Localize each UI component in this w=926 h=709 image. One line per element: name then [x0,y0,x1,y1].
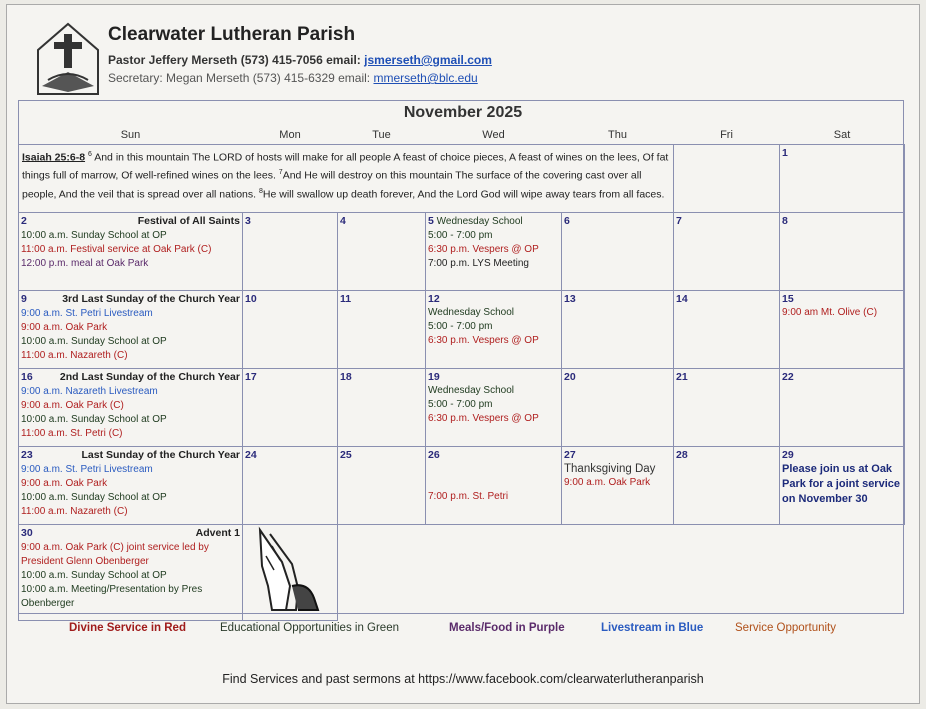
secretary-line: Secretary: Megan Merseth (573) 415-6329 email: [108,71,371,85]
event-line: 9:00 a.m. Nazareth Livestream [21,385,158,397]
event-line: Wednesday School [428,306,514,318]
day-cell-empty [674,144,780,212]
day-number: 1 [782,146,788,159]
legend-meals: Meals/Food in Purple [449,622,565,634]
week-row-4 [19,368,905,446]
week-row-1 [19,144,905,212]
day-number: 7 [676,214,682,227]
event-line: 10:00 a.m. Sunday School at OP [21,335,167,347]
event-line: 12:00 p.m. meal at Oak Park [21,257,149,269]
event-line: 10:00 a.m. Sunday School at OP [21,569,167,581]
day-title: Festival of All Saints [137,214,240,227]
pastor-contact [108,53,492,67]
event-line: 6:30 p.m. Vespers @ OP [428,334,539,346]
weekday-fri: Fri [674,126,780,144]
verse-text: And in this mountain The LORD of hosts will make for all people A feast of choice pieces, A feast of wines on the lees, Of fat things full of marrow, Of well-refined wines on the lees. [22,151,669,182]
verse-number: 6 [87,150,92,158]
event-line: 6:30 p.m. Vespers @ OP [428,243,539,255]
event-line: 9:00 a.m. Oak Park (C) joint service led by President Glenn Obenberger [21,541,209,567]
event-line: 11:00 a.m. St. Petri (C) [21,427,123,439]
secretary-contact [108,71,478,85]
day-cell-24 [243,446,338,524]
day-cell-2 [19,212,243,290]
blank-area [338,524,905,620]
legend-service-opportunity: Service Opportunity [735,622,836,634]
day-number: 26 [428,448,440,461]
day-number: 23 [21,448,33,461]
event-line: 9:00 a.m. St. Petri Livestream [21,463,153,475]
pastor-line: Pastor Jeffery Merseth (573) 415-7056 email: [108,53,361,67]
day-number: 21 [676,370,688,383]
day-cell-5 [426,212,562,290]
day-number: 3 [245,214,251,227]
day-cell-19 [426,368,562,446]
verse-number: 8 [258,187,263,195]
legend-divine-service: Divine Service in Red [69,622,186,634]
day-number: 29 [782,448,794,461]
event-line: 9:00 a.m. Oak Park [21,477,108,489]
day-cell-6 [562,212,674,290]
day-number: 12 [428,292,440,305]
secretary-email-link[interactable]: mmerseth@blc.edu [373,71,478,85]
day-number: 24 [245,448,257,461]
day-number: 6 [564,214,570,227]
day-number: 18 [340,370,352,383]
day-cell-8 [780,212,905,290]
parish-header [34,16,674,98]
pastor-email-link[interactable]: jsmerseth@gmail.com [364,53,492,67]
day-number: 22 [782,370,794,383]
legend-livestream: Livestream in Blue [601,622,704,634]
church-logo-icon [34,20,102,96]
day-cell-26 [426,446,562,524]
event-line: Wednesday School [428,384,514,396]
week-row-6 [19,524,905,620]
day-cell-11 [338,290,426,368]
legend-educational: Educational Opportunities in Green [220,622,399,634]
event-line: 9:00 a.m. Oak Park [21,321,108,333]
event-line: 5:00 - 7:00 pm [428,229,493,241]
event-line: 11:00 a.m. Nazareth (C) [21,349,128,361]
weekday-wed: Wed [426,126,562,144]
day-number: 28 [676,448,688,461]
parish-name: Clearwater Lutheran Parish [108,24,356,45]
weekday-mon: Mon [243,126,338,144]
weekday-header-row [19,126,905,144]
day-number: 5 [428,214,434,227]
day-number: 4 [340,214,346,227]
event-line: 10:00 a.m. Sunday School at OP [21,413,167,425]
day-title: Wednesday School [436,215,523,227]
footer-link-text[interactable]: Find Services and past sermons at https://www.facebook.com/clearwaterlutheranparish [222,672,704,686]
day-cell-21 [674,368,780,446]
day-cell-27 [562,446,674,524]
day-cell-1 [780,144,905,212]
day-cell-23 [19,446,243,524]
day-number: 10 [245,292,257,305]
day-title: 3rd Last Sunday of the Church Year [62,292,240,305]
event-line: 6:30 p.m. Vespers @ OP [428,412,539,424]
day-number: 13 [564,292,576,305]
month-title: November 2025 [403,104,523,121]
day-number: 16 [21,370,33,383]
event-line: 9:00 a.m. St. Petri Livestream [21,307,153,319]
event-line: 7:00 p.m. LYS Meeting [428,257,529,269]
day-number: 14 [676,292,688,305]
event-line: 11:00 a.m. Festival service at Oak Park (C) [21,243,212,255]
calendar-grid [18,126,905,621]
day-number: 2 [21,214,27,227]
scripture-cell [19,144,674,212]
event-line: 10:00 a.m. Sunday School at OP [21,229,167,241]
weekday-sun: Sun [19,126,243,144]
joint-service-note: Please join us at Oak Park for a joint service on November 30 [782,462,900,505]
day-title: Thanksgiving Day [564,462,656,475]
verse-text: And He will destroy on this mountain The surface of the covering cast over all people, And the veil that is spread over all nations. [22,169,642,200]
event-line: 11:00 a.m. Nazareth (C) [21,505,128,517]
day-number: 9 [21,292,27,305]
day-title: Advent 1 [195,526,240,539]
day-title: 2nd Last Sunday of the Church Year [59,370,240,383]
day-number: 8 [782,214,788,227]
day-cell-25 [338,446,426,524]
day-cell-7 [674,212,780,290]
day-number: 30 [21,526,33,539]
day-cell-10 [243,290,338,368]
week-row-2 [19,212,905,290]
day-cell-15 [780,290,905,368]
event-line: 5:00 - 7:00 pm [428,398,493,410]
day-cell-29 [780,446,905,524]
day-cell-22 [780,368,905,446]
day-number: 19 [428,370,440,383]
weekday-tue: Tue [338,126,426,144]
praying-hands-icon [252,526,328,614]
day-cell-14 [674,290,780,368]
weekday-sat: Sat [780,126,905,144]
day-cell-20 [562,368,674,446]
event-line: 10:00 a.m. Meeting/Presentation by Pres Obenberger [21,583,203,609]
day-cell-12 [426,290,562,368]
day-cell-4 [338,212,426,290]
day-cell-17 [243,368,338,446]
event-line: 5:00 - 7:00 pm [428,320,493,332]
verse-text: He will swallow up death forever, And the Lord God will wipe away tears from all faces. [262,188,665,200]
week-row-3 [19,290,905,368]
day-cell-16 [19,368,243,446]
event-line: 7:00 p.m. St. Petri [428,490,509,502]
event-line: 10:00 a.m. Sunday School at OP [21,491,167,503]
day-number: 20 [564,370,576,383]
day-number: 15 [782,292,794,305]
day-number: 25 [340,448,352,461]
event-line: 9:00 a.m. Oak Park [564,476,651,488]
day-number: 11 [340,292,352,305]
praying-hands-cell [243,524,338,620]
day-cell-13 [562,290,674,368]
day-cell-18 [338,368,426,446]
day-cell-3 [243,212,338,290]
weekday-thu: Thu [562,126,674,144]
verse-number: 7 [278,169,283,176]
day-cell-9 [19,290,243,368]
event-line: 9:00 am Mt. Olive (C) [782,306,878,318]
day-cell-30 [19,524,243,620]
scripture-ref: Isaiah 25:6-8 [22,151,86,163]
day-title: Last Sunday of the Church Year [81,448,240,461]
event-line: 9:00 a.m. Oak Park (C) [21,399,124,411]
day-number: 17 [245,370,257,383]
week-row-5 [19,446,905,524]
day-number: 27 [564,448,576,461]
day-cell-28 [674,446,780,524]
